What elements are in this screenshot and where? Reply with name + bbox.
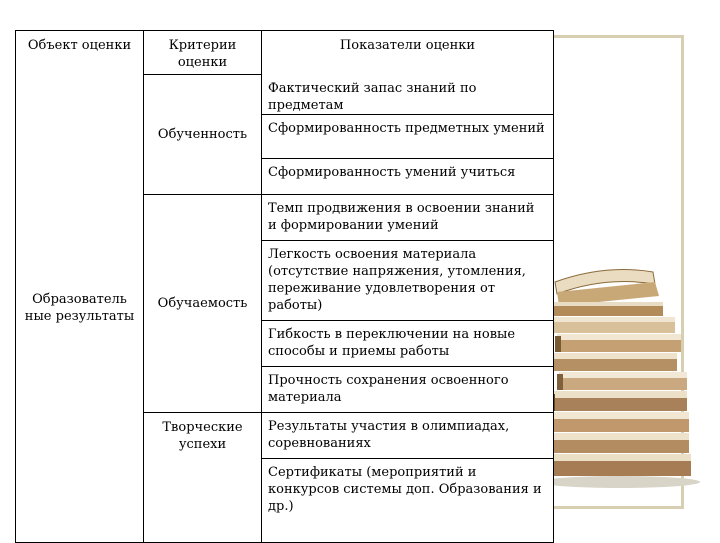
criterion-3: Творческие успехи: [144, 412, 262, 542]
criterion-2: Обучаемость: [144, 194, 262, 412]
header-object: Объект оценки: [16, 31, 144, 75]
indicator-2-3: Гибкость в переключении на новые способы и приемы работы: [262, 320, 554, 366]
indicator-2-2: Легкость освоения материала (отсутствие напряжения, утомления, переживание удовлетворения от работы): [262, 240, 554, 320]
indicator-2-4: Прочность сохранения освоенного материала: [262, 366, 554, 412]
indicator-1-2: Сформированность предметных умений: [262, 114, 554, 158]
indicator-1-1: Фактический запас знаний по предметам: [262, 75, 554, 115]
indicator-1-3: Сформированность умений учиться: [262, 158, 554, 194]
evaluation-table: [15, 30, 554, 543]
indicator-3-2: Сертификаты (мероприятий и конкурсов системы доп. Образования и др.): [262, 458, 554, 542]
criterion-1: Обученность: [144, 75, 262, 195]
header-indicators: Показатели оценки: [262, 31, 554, 75]
indicator-3-1: Результаты участия в олимпиадах, соревнованиях: [262, 412, 554, 458]
indicator-2-1: Темп продвижения в освоении знаний и формировании умений: [262, 194, 554, 240]
header-criteria: Критерии оценки: [144, 31, 262, 75]
object-cell: Образователь ные результаты: [16, 75, 144, 543]
books-stack-icon: [535, 262, 715, 490]
